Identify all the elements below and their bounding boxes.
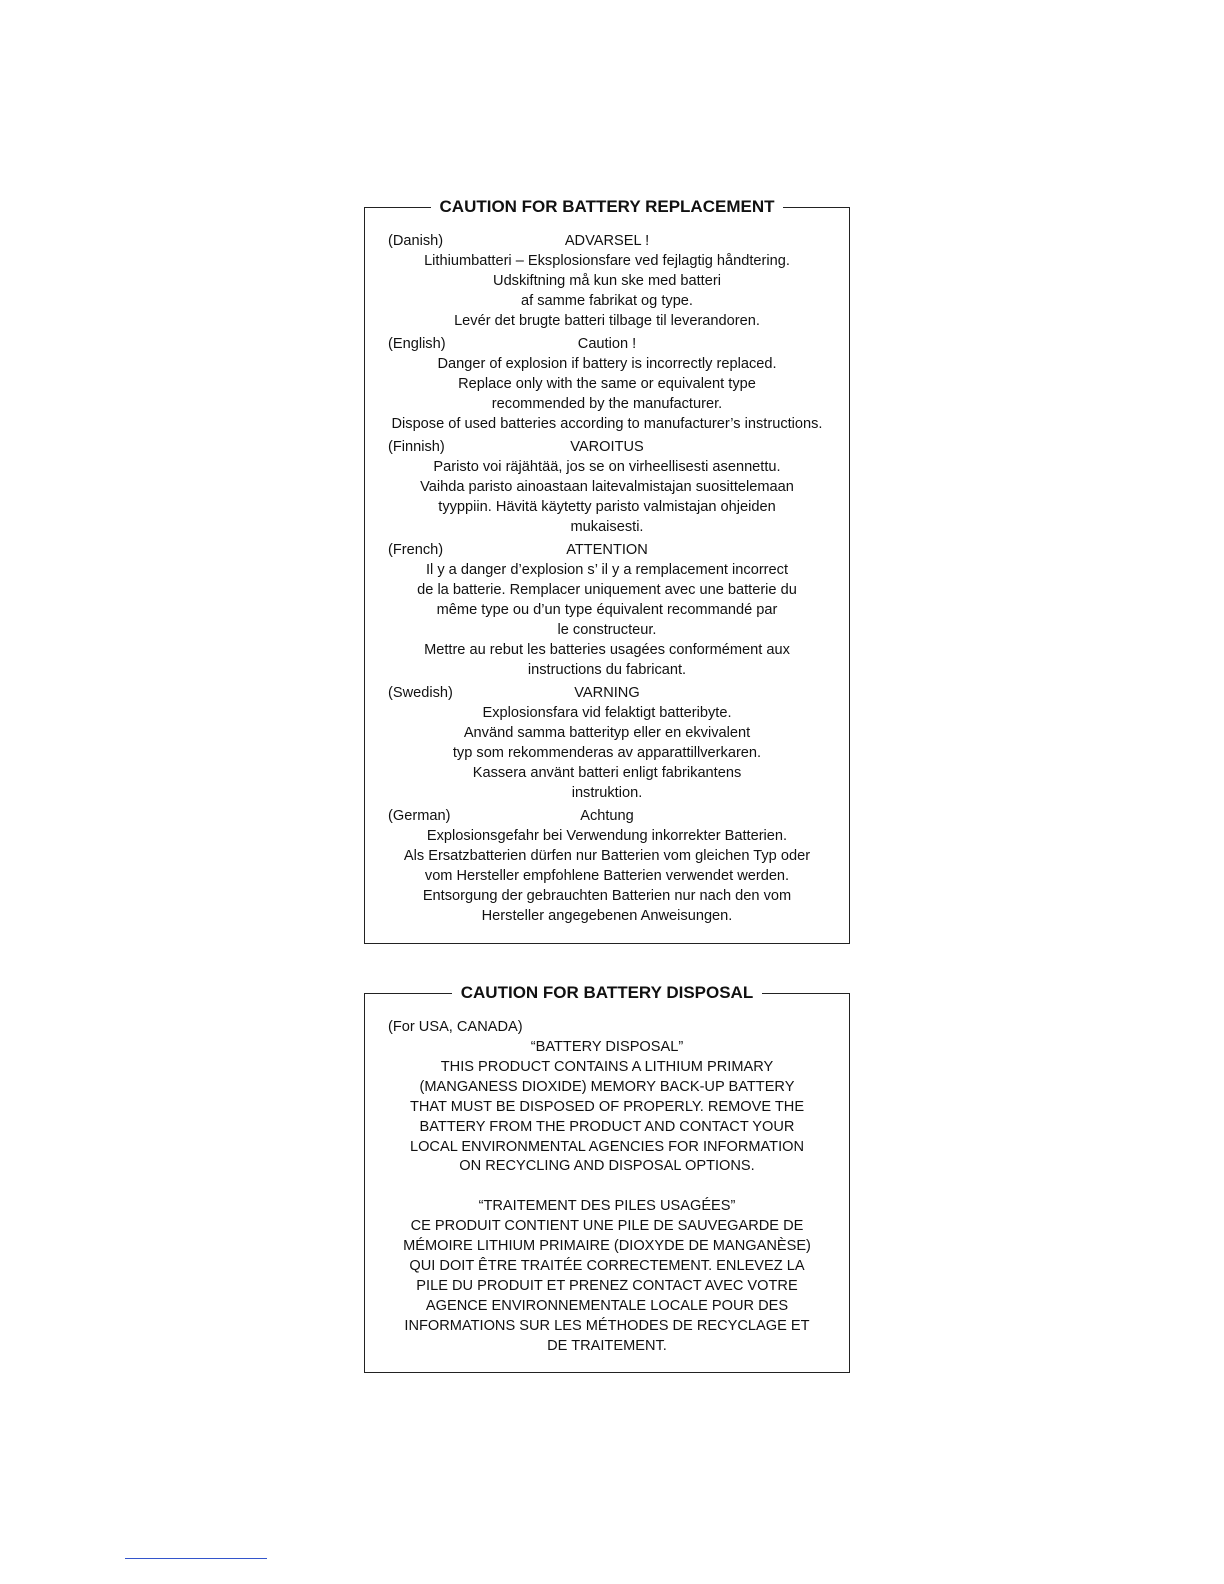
warning-word: Caution ! — [577, 336, 637, 353]
caution-text-line: Lithiumbatteri – Eksplosionsfare ved fejlagtig håndtering. — [424, 253, 790, 269]
warning-word: VAROITUS — [570, 439, 644, 456]
disposal-text-line: THAT MUST BE DISPOSED OF PROPERLY. REMOVE THE — [409, 1098, 805, 1115]
caution-text-line: instruktion. — [571, 784, 643, 801]
disposal-text-line: AGENCE ENVIRONNEMENTALE LOCALE POUR DES — [425, 1297, 789, 1314]
language-block — [365, 807, 849, 927]
disposal-text-line: QUI DOIT ÊTRE TRAITÉE CORRECTEMENT. ENLEVEZ LA — [409, 1257, 805, 1274]
caution-text-line: le constructeur. — [557, 622, 657, 639]
caution-text-line: mukaisesti. — [570, 518, 644, 535]
caution-text-line: Explosionsfara vid felaktigt batteribyte. — [482, 705, 732, 722]
language-block — [365, 684, 849, 804]
language-name: (Finnish) — [388, 439, 445, 456]
language-name: (French) — [388, 542, 444, 559]
disposal-text-line: (MANGANESS DIOXIDE) MEMORY BACK-UP BATTERY — [419, 1078, 795, 1095]
disposal-english-heading: “BATTERY DISPOSAL” — [530, 1039, 684, 1055]
disposal-text-line: DE TRAITEMENT. — [547, 1337, 667, 1354]
caution-text-line: Använd samma batterityp eller en ekvivalent — [463, 725, 751, 742]
caution-text-line: tyyppiin. Hävitä käytetty paristo valmistajan ohjeiden — [438, 499, 776, 516]
disposal-text-line: BATTERY FROM THE PRODUCT AND CONTACT YOUR — [419, 1118, 795, 1135]
disposal-text-line: ON RECYCLING AND DISPOSAL OPTIONS. — [459, 1158, 755, 1175]
disposal-region: (For USA, CANADA) — [388, 1019, 523, 1035]
caution-text-line: Als Ersatzbatterien dürfen nur Batterien vom gleichen Typ oder — [403, 848, 811, 865]
language-block — [365, 232, 849, 332]
disposal-text-line: INFORMATIONS SUR LES MÉTHODES DE RECYCLAGE ET — [404, 1317, 810, 1334]
language-header — [365, 684, 849, 704]
language-name: (English) — [388, 336, 446, 353]
caution-text-line: Dispose of used batteries according to manufacturer’s instructions. — [391, 415, 823, 432]
disposal-text-line: THIS PRODUCT CONTAINS A LITHIUM PRIMARY — [440, 1058, 774, 1075]
caution-text-line: Il y a danger d’explosion s’ il y a remplacement incorrect — [425, 562, 789, 579]
caution-text-line: même type ou d’un type équivalent recommandé par — [436, 602, 778, 619]
paragraph-gap — [365, 1177, 849, 1197]
caution-text-line: typ som rekommenderas av apparattillverkaren. — [452, 745, 762, 762]
language-header — [365, 438, 849, 458]
caution-text-line: Udskiftning må kun ske med batteri — [493, 272, 721, 289]
language-header — [365, 335, 849, 355]
caution-text-line: Mettre au rebut les batteries usagées conformément aux — [424, 642, 790, 658]
warning-word: VARNING — [574, 685, 640, 702]
language-name: (Swedish) — [388, 685, 453, 702]
language-header — [365, 232, 849, 252]
caution-text-line: Levér det brugte batteri tilbage til leverandoren. — [454, 312, 760, 329]
caution-text-line: Hersteller angegebenen Anweisungen. — [481, 907, 733, 924]
disposal-content — [365, 1018, 849, 1356]
disposal-text-line: MÉMOIRE LITHIUM PRIMAIRE (DIOXYDE DE MANGANÈSE) — [403, 1238, 811, 1255]
caution-text-line: Entsorgung der gebrauchten Batterien nur nach den vom — [422, 888, 792, 905]
disposal-title: CAUTION FOR BATTERY DISPOSAL — [365, 983, 849, 1003]
disposal-english-text — [365, 1058, 849, 1177]
replacement-content — [365, 232, 849, 930]
battery-disposal-panel — [364, 983, 850, 1373]
caution-text-line: Danger of explosion if battery is incorrectly replaced. — [437, 356, 777, 373]
caution-text-line: af samme fabrikat og type. — [521, 292, 693, 309]
caution-text-line: Paristo voi räjähtää, jos se on virheellisesti asennettu. — [433, 459, 781, 476]
caution-text-line: instructions du fabricant. — [527, 661, 687, 678]
disposal-text-line: CE PRODUIT CONTIENT UNE PILE DE SAUVEGARDE DE — [410, 1218, 804, 1235]
warning-word: Achtung — [580, 808, 634, 825]
caution-text-line: de la batterie. Remplacer uniquement avec une batterie du — [417, 582, 797, 599]
disposal-text-line: LOCAL ENVIRONMENTAL AGENCIES FOR INFORMATION — [409, 1138, 805, 1155]
warning-word: ADVARSEL ! — [564, 233, 650, 249]
language-name: (German) — [388, 808, 451, 825]
disposal-french-text — [365, 1217, 849, 1356]
language-name: (Danish) — [388, 233, 444, 249]
caution-text-line: Replace only with the same or equivalent type — [458, 376, 756, 393]
footnote-rule — [125, 1558, 267, 1559]
disposal-text-line: PILE DU PRODUIT ET PRENEZ CONTACT AVEC VOTRE — [416, 1277, 798, 1294]
caution-text-line: Explosionsgefahr bei Verwendung inkorrekter Batterien. — [426, 828, 788, 845]
caution-text-line: vom Hersteller empfohlene Batterien verwendet werden. — [424, 868, 790, 885]
language-block — [365, 541, 849, 680]
language-block — [365, 335, 849, 435]
language-header — [365, 541, 849, 561]
disposal-french-heading: “TRAITEMENT DES PILES USAGÉES” — [478, 1198, 736, 1215]
language-block — [365, 438, 849, 538]
caution-text-line: Kassera använt batteri enligt fabrikantens — [472, 765, 742, 782]
caution-text-line: Vaihda paristo ainoastaan laitevalmistajan suosittelemaan — [420, 479, 794, 496]
warning-word: ATTENTION — [566, 542, 648, 559]
replacement-title: CAUTION FOR BATTERY REPLACEMENT — [365, 197, 849, 217]
caution-text-line: recommended by the manufacturer. — [491, 395, 723, 412]
battery-replacement-panel — [364, 197, 850, 944]
language-header — [365, 807, 849, 827]
